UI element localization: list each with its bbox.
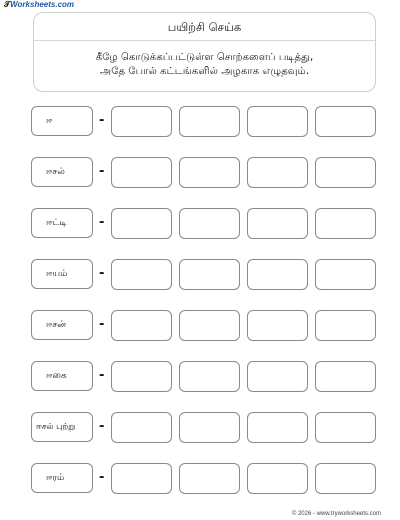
model-word-box: ஈட்டி — [31, 208, 93, 238]
writing-box[interactable] — [247, 310, 308, 341]
model-word-box: ஈகை — [31, 361, 93, 391]
writing-box[interactable] — [247, 208, 308, 239]
copyright-footer: © 2026 - www.tryworksheets.com — [291, 511, 381, 517]
separator-dash: - — [99, 419, 105, 434]
writing-box[interactable] — [315, 208, 376, 239]
model-word-box: ஈயம் — [31, 259, 93, 289]
instruction-line-2: அதே போல் கட்டங்களில் அழகாக எழுதவும். — [99, 66, 310, 77]
practice-row — [31, 259, 381, 291]
model-word-box: ஈசன் — [31, 310, 93, 340]
separator-dash: - — [99, 266, 105, 281]
model-word-box: ஈ — [31, 106, 93, 136]
writing-box[interactable] — [247, 157, 308, 188]
practice-row — [31, 157, 381, 189]
writing-box[interactable] — [315, 310, 376, 341]
practice-rows — [31, 106, 381, 514]
writing-box[interactable] — [247, 259, 308, 290]
logo-mark-icon: 𝒯 — [4, 0, 11, 9]
writing-box[interactable] — [179, 412, 240, 443]
practice-row — [31, 412, 381, 444]
writing-box[interactable] — [315, 106, 376, 137]
writing-box[interactable] — [315, 463, 376, 494]
writing-box[interactable] — [315, 259, 376, 290]
writing-box[interactable] — [247, 361, 308, 392]
writing-box[interactable] — [111, 208, 172, 239]
instruction-text — [34, 51, 375, 79]
header-divider — [34, 40, 375, 41]
writing-box[interactable] — [111, 106, 172, 137]
practice-row — [31, 208, 381, 240]
writing-box[interactable] — [315, 157, 376, 188]
practice-row — [31, 310, 381, 342]
practice-row — [31, 106, 381, 138]
writing-box[interactable] — [111, 412, 172, 443]
writing-box[interactable] — [111, 361, 172, 392]
separator-dash: - — [99, 470, 105, 485]
separator-dash: - — [99, 215, 105, 230]
writing-box[interactable] — [247, 412, 308, 443]
logo-text: Worksheets.com — [10, 0, 75, 9]
writing-box[interactable] — [111, 463, 172, 494]
model-word-box: ஈசல் புற்று — [31, 412, 93, 442]
model-word-box: ஈசல் — [31, 157, 93, 187]
model-word-box: ஈரம் — [31, 463, 93, 493]
writing-box[interactable] — [247, 106, 308, 137]
writing-box[interactable] — [179, 463, 240, 494]
separator-dash: - — [99, 368, 105, 383]
writing-box[interactable] — [111, 310, 172, 341]
writing-box[interactable] — [179, 157, 240, 188]
writing-box[interactable] — [315, 361, 376, 392]
writing-box[interactable] — [247, 463, 308, 494]
writing-box[interactable] — [179, 310, 240, 341]
writing-box[interactable] — [111, 157, 172, 188]
writing-box[interactable] — [315, 412, 376, 443]
instruction-panel — [33, 12, 376, 92]
writing-box[interactable] — [179, 106, 240, 137]
brand-logo — [4, 0, 74, 10]
writing-box[interactable] — [179, 361, 240, 392]
practice-row — [31, 361, 381, 393]
instruction-line-1: கீழே கொடுக்கப்பட்டுள்ள சொற்களைப் படித்து, — [95, 52, 314, 63]
worksheet-title: பயிற்சி செய்க — [167, 20, 242, 34]
writing-box[interactable] — [111, 259, 172, 290]
separator-dash: - — [99, 317, 105, 332]
separator-dash: - — [99, 113, 105, 128]
practice-row — [31, 463, 381, 495]
writing-box[interactable] — [179, 208, 240, 239]
writing-box[interactable] — [179, 259, 240, 290]
separator-dash: - — [99, 164, 105, 179]
